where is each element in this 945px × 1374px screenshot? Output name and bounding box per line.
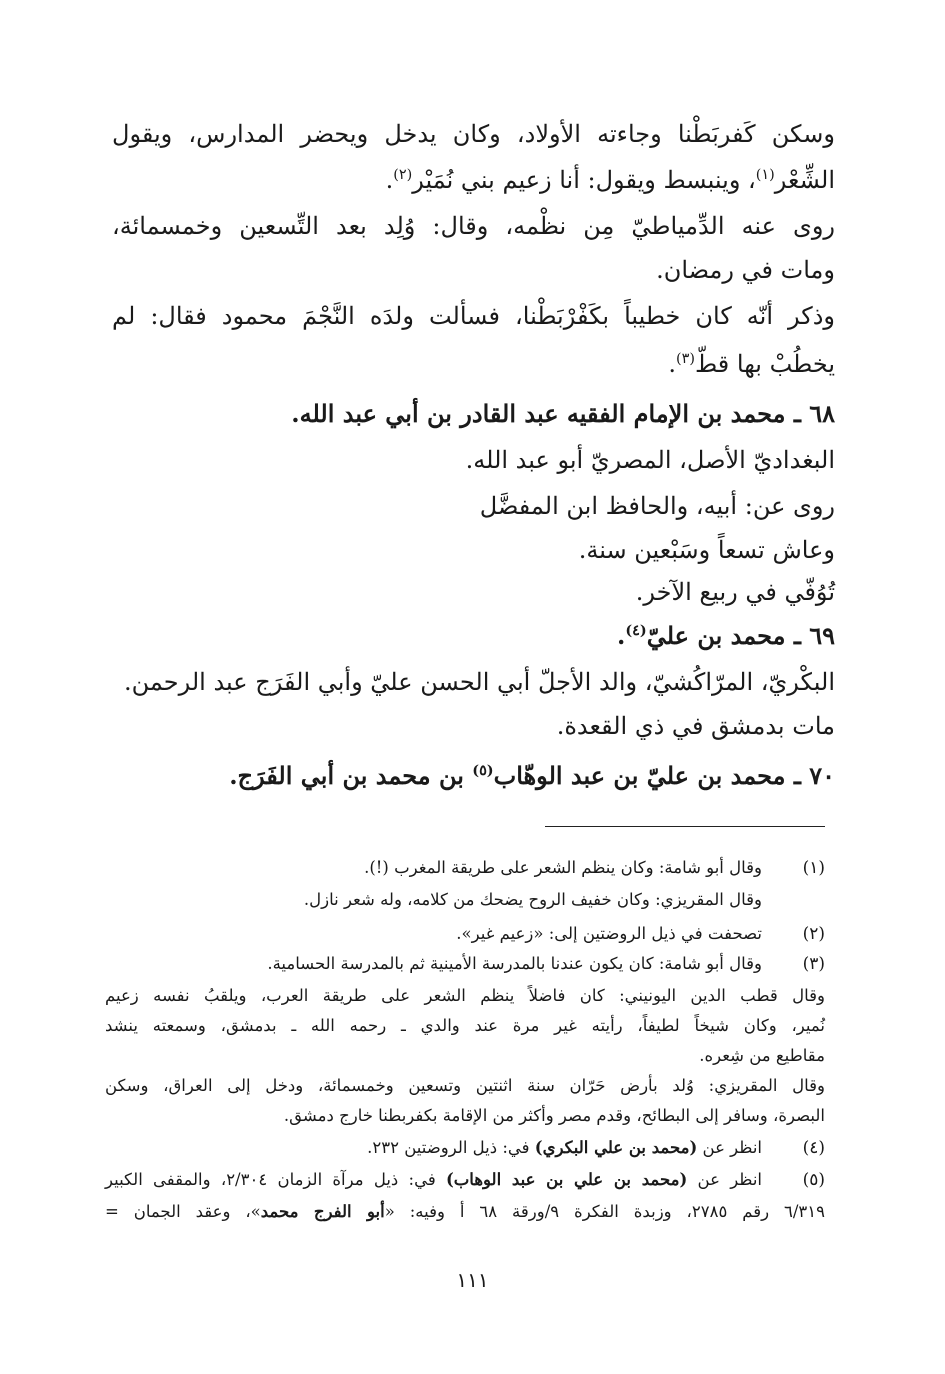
text-run: . xyxy=(668,350,677,378)
footnote-line: مقاطيع من شِعره. xyxy=(699,1046,825,1065)
footnote-line xyxy=(105,1170,762,1189)
text-run: . xyxy=(385,166,394,194)
text-run: روى عنه الدِّمياطيّ مِن نظْمه، وقال: وُلِد بعد التِّسعين وخمسمائة، xyxy=(112,212,835,240)
body-line xyxy=(112,214,835,238)
footnote-line: وقال المقريزي: وكان خفيف الروح يضحك من كلامه، وله شعر نازل. xyxy=(303,890,762,909)
body-line xyxy=(112,122,835,146)
text-run: وذكر أنّه كان خطيباً بكَفْرْبَطْنا، فسألت ولدَه النَّجْمَ محمود فقال: لم xyxy=(112,302,835,330)
text-run: ٦/٣١٩ رقم ٢٧٨٥، وزبدة الفكرة ٩/ورقة ٦٨ أ وفيه: « xyxy=(384,1202,826,1221)
body-line xyxy=(636,580,835,604)
text-run: »، وعقد الجمان = xyxy=(105,1202,261,1221)
text-run: ، وينبسط ويقول: أنا زعيم بني نُمَيْر xyxy=(412,166,756,194)
text-run: روى عن: أبيه، والحافظ ابن المفضَّل xyxy=(479,492,835,520)
footnote-line: وقال أبو شامة: وكان ينظم الشعر على طريقة المغرب (!). xyxy=(364,858,762,877)
body-line xyxy=(557,714,835,738)
text-run: ٦٨ ـ محمد بن الإمام الفقيه عبد القادر بن أبي عبد الله. xyxy=(291,399,835,428)
text-run: انظر عن xyxy=(697,1138,762,1157)
footnote-ref[interactable]: (٣) xyxy=(676,351,695,367)
body-line xyxy=(579,538,835,562)
body-line xyxy=(656,258,835,282)
footnote-number: (٣) xyxy=(802,954,825,974)
footnote-ref[interactable]: (٢) xyxy=(393,167,413,183)
footnote-ref[interactable]: (٥) xyxy=(472,762,494,779)
text-run: بن محمد بن أبي الفَرَج. xyxy=(229,761,473,790)
body-line xyxy=(386,168,835,192)
footnote-line xyxy=(105,1202,825,1221)
text-run: وعاش تسعاً وسَبْعين سنة. xyxy=(578,536,835,564)
text-run: البغداديّ الأصل، المصريّ أبو عبد الله. xyxy=(465,446,835,474)
entry-heading-70 xyxy=(229,761,835,790)
footnote-line: وقال أبو شامة: كان يكون عندنا بالمدرسة الأمينية ثم بالمدرسة الحسامية. xyxy=(267,954,762,973)
footnote-ref[interactable]: (٤) xyxy=(625,622,647,639)
footnote-separator xyxy=(545,826,825,827)
entry-heading-68 xyxy=(291,399,835,428)
text-run: (محمد بن علي بن عبد الوهاب) xyxy=(445,1170,688,1189)
footnote-line: البصرة، وسافر إلى البطائح، وقدم مصر وأكثر من الإقامة بكفربطنا خارج دمشق. xyxy=(283,1106,825,1125)
footnote-number: (١) xyxy=(802,858,825,878)
text-run: وسكن كَفربَطْنا وجاءته الأولاد، وكان يدخل ويحضر المدارس، ويقول xyxy=(112,120,835,148)
text-run: ٧٠ ـ محمد بن عليّ بن عبد الوهّاب xyxy=(493,761,835,790)
text-run: انظر عن xyxy=(687,1170,763,1189)
body-line xyxy=(124,670,835,694)
text-run: البكْريّ، المرّاكُشيّ، والد الأجلّ أبي الحسن عليّ وأبي الفَرَج عبد الرحمن. xyxy=(124,668,835,696)
text-run: يخطُبْ بها قطّ xyxy=(695,350,835,378)
text-run: ومات في رمضان. xyxy=(656,256,835,284)
text-run: تُوُفّي في ربيع الآخر. xyxy=(635,578,835,606)
text-run: في: ذيل مرآة الزمان ٢/٣٠٤، والمقفى الكبير xyxy=(105,1170,446,1189)
text-run: في: ذيل الروضتين ٢٣٢. xyxy=(367,1138,535,1157)
page-number: ١١١ xyxy=(456,1268,489,1292)
footnote-line: وقال المقريزي: وُلد بأرض حَرّان سنة اثنتين وتسعين وخمسمائة، ودخل إلى العراق، وسكن xyxy=(105,1076,825,1095)
entry-heading-69 xyxy=(617,621,835,650)
text-run: ٦٩ ـ محمد بن عليّ xyxy=(646,621,835,650)
footnote-number: (٢) xyxy=(802,924,825,944)
footnote-number: (٤) xyxy=(802,1138,825,1158)
text-run: الشِّعْر xyxy=(774,166,835,194)
body-line xyxy=(668,352,835,376)
body-line xyxy=(480,494,835,518)
text-run: (محمد بن علي البكري) xyxy=(534,1138,698,1157)
text-run: أبو الفرج محمد xyxy=(260,1202,385,1221)
body-line xyxy=(112,304,835,328)
footnote-line: وقال قطب الدين اليونيني: كان فاضلاً ينظم الشعر على طريقة العرب، ويلقبُ نفسه زعيم xyxy=(105,986,825,1005)
body-line xyxy=(466,448,835,472)
text-run: . xyxy=(617,621,626,650)
footnote-ref[interactable]: (١) xyxy=(755,167,775,183)
footnote-line xyxy=(367,1138,762,1157)
text-run: مات بدمشق في ذي القعدة. xyxy=(556,712,835,740)
footnote-number: (٥) xyxy=(802,1170,825,1190)
footnote-line: نُمير، وكان شيخاً لطيفاً، رأيته غير مرة عند والدي ـ رحمه الله ـ بدمشق، وسمعته ينشد xyxy=(105,1016,825,1035)
footnote-line: تصحفت في ذيل الروضتين إلى: «زعيم غير». xyxy=(456,924,762,943)
